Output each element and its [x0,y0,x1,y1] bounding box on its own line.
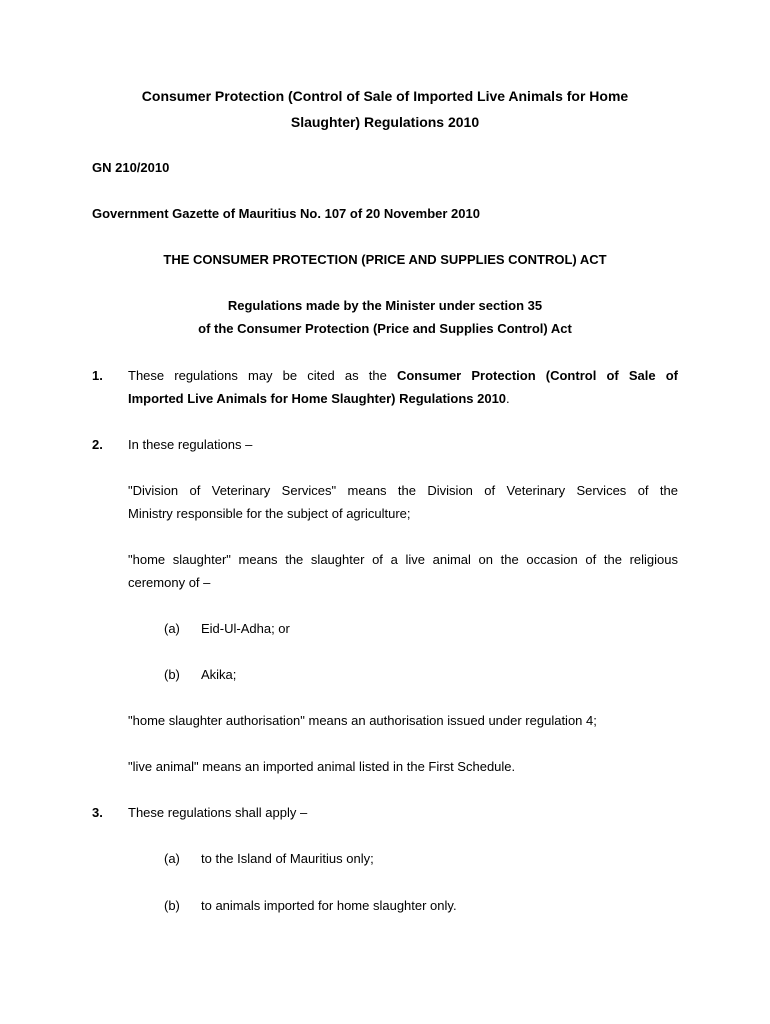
section-2-number: 2. [92,437,103,452]
document-title-line-2: Slaughter) Regulations 2010 [290,114,480,130]
section-2-item-b-label: (b) [164,667,180,682]
made-by-line-1: Regulations made by the Minister under section 35 [227,298,543,313]
section-2-item-b-text: Akika; [201,667,237,682]
section-3-intro: These regulations shall apply – [128,805,308,820]
section-1-number: 1. [92,368,103,383]
document-title-line-1: Consumer Protection (Control of Sale of Imported Live Animals for Home [141,88,629,104]
section-1-text-pre: These regulations may be cited as the [128,368,397,383]
definition-dvs-line-1: "Division of Veterinary Services" means the Division of Veterinary Services of the [128,483,678,498]
section-1-citation-bold-1: Consumer Protection (Control of Sale of [396,368,678,383]
definition-home-slaughter-authorisation: "home slaughter authorisation" means an authorisation issued under regulation 4; [128,713,597,728]
section-2-intro: In these regulations – [128,437,253,452]
section-3-item-a-text: to the Island of Mauritius only; [201,851,374,866]
section-1-citation-bold-2: Imported Live Animals for Home Slaughter) Regulations 2010 [128,391,507,406]
section-2-item-a-label: (a) [164,621,180,636]
made-by-line-2: of the Consumer Protection (Price and Supplies Control) Act [198,321,572,336]
section-3-number: 3. [92,805,103,820]
section-3-item-a-label: (a) [164,851,180,866]
section-3-item-b-text: to animals imported for home slaughter only. [201,898,457,913]
definition-live-animal: "live animal" means an imported animal listed in the First Schedule. [128,759,516,774]
act-heading: THE CONSUMER PROTECTION (PRICE AND SUPPLIES CONTROL) ACT [163,252,607,267]
definition-home-slaughter-line-1: "home slaughter" means the slaughter of a live animal on the occasion of the religious [128,552,678,567]
section-1-line-2 [128,387,678,410]
definition-home-slaughter-line-2: ceremony of – [128,575,211,590]
section-1-text-post: . [506,391,510,406]
section-2-item-a-text: Eid-Ul-Adha; or [201,621,290,636]
definition-dvs-line-2: Ministry responsible for the subject of agriculture; [128,506,411,521]
section-3-item-b-label: (b) [164,898,180,913]
government-notice-number: GN 210/2010 [92,160,170,175]
section-1-line-1 [128,364,678,387]
gazette-reference: Government Gazette of Mauritius No. 107 of 20 November 2010 [92,206,480,221]
